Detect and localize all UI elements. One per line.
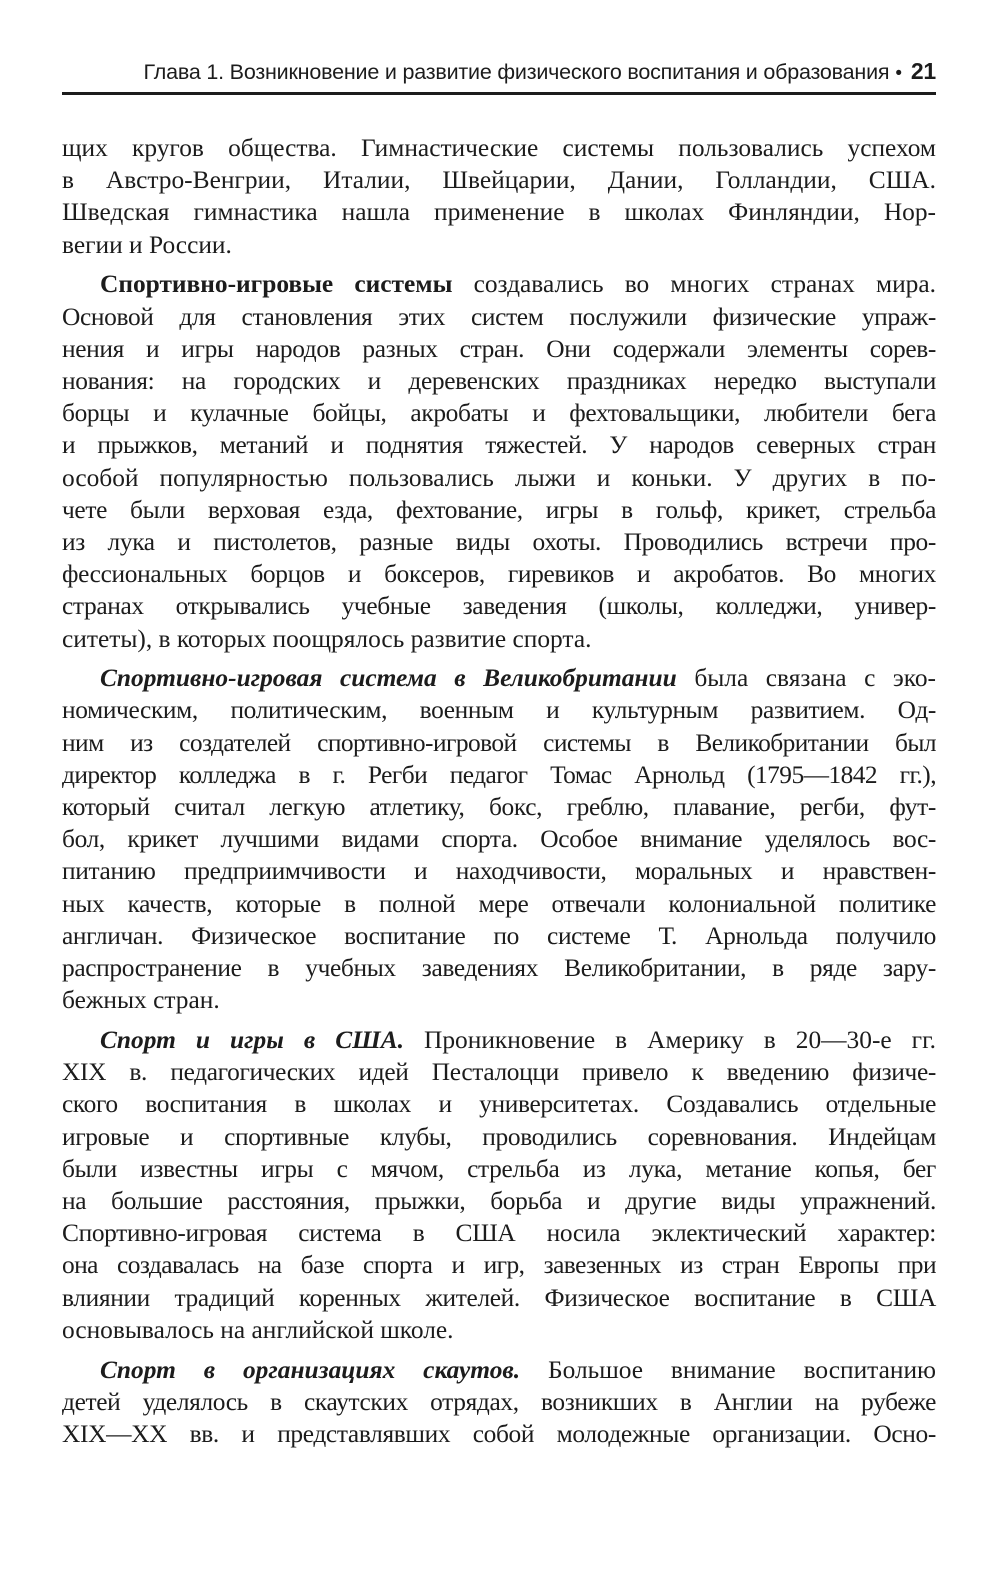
paragraph-usa bbox=[62, 1024, 936, 1346]
text-line: борцы и кулачные бойцы, акробаты и фехтовальщики, любители бега bbox=[62, 399, 936, 428]
text-line: распространение в учебных заведениях Великобритании, в ряде зару- bbox=[62, 954, 936, 983]
text-line: чете были верховая езда, фехтование, игры в гольф, крикет, стрельба bbox=[62, 495, 936, 524]
text-line: ных качеств, которые в полной мере отвечали колониальной политике bbox=[62, 889, 936, 918]
text-line: Спорт и игры в США. Проникновение в Америку в 20—30-е гг. bbox=[100, 1025, 936, 1054]
term-scouts: Спорт в организациях скаутов. bbox=[100, 1355, 521, 1384]
paragraph-great-britain bbox=[62, 662, 936, 1016]
paragraph-gymnastics-continuation bbox=[62, 132, 936, 261]
text-line: ситеты), в которых поощрялось развитие спорта. bbox=[62, 624, 592, 653]
running-header bbox=[62, 54, 936, 95]
text-line: игровые и спортивные клубы, проводились соревнования. Индейцам bbox=[62, 1122, 936, 1151]
text-line: щих кругов общества. Гимнастические системы пользовались успехом bbox=[62, 134, 936, 162]
text-line: питанию предприимчивости и находчивости, моральных и нравствен- bbox=[62, 857, 936, 886]
text-line: бежных стран. bbox=[62, 986, 220, 1015]
term-great-britain: Спортивно-игровая система в Великобритании bbox=[100, 664, 677, 693]
text-line: англичан. Физическое воспитание по системе Т. Арнольда получило bbox=[62, 921, 936, 950]
text-line: и прыжков, метаний и поднятия тяжестей. У народов северных стран bbox=[62, 431, 936, 460]
text-line: ского воспитания в школах и университетах. Создавались отдельные bbox=[62, 1090, 936, 1119]
text-line: директор колледжа в г. Регби педагог Томас Арнольд (1795—1842 гг.), bbox=[62, 760, 936, 789]
text-line: Спорт в организациях скаутов. Большое внимание воспитанию bbox=[100, 1355, 936, 1384]
body-text bbox=[62, 132, 936, 1450]
term-usa: Спорт и игры в США. bbox=[100, 1025, 405, 1054]
text-line: фессиональных борцов и боксеров, гиревиков и акробатов. Во многих bbox=[62, 560, 936, 589]
paragraph-scouts bbox=[62, 1354, 936, 1451]
text-line: Основой для становления этих систем послужили физические упраж- bbox=[62, 302, 936, 331]
text-line: вегии и России. bbox=[62, 230, 232, 259]
page-number: 21 bbox=[910, 58, 936, 84]
text-line: на большие расстояния, прыжки, борьба и другие виды упражнений. bbox=[62, 1187, 936, 1215]
text-line: особой популярностью пользовались лыжи и коньки. У других в по- bbox=[62, 463, 936, 492]
text-line: она создавалась на базе спорта и игр, завезенных из стран Европы при bbox=[62, 1251, 936, 1280]
text-line: нования: на городских и деревенских праздниках нередко выступали bbox=[62, 366, 936, 395]
text-line: основывалось на английской школе. bbox=[62, 1315, 454, 1344]
paragraph-sport-game-systems bbox=[62, 268, 936, 654]
text-line: детей уделялось в скаутских отрядах, возникших в Англии на рубеже bbox=[62, 1387, 936, 1416]
text-line: Спортивно-игровые системы создавались во многих странах мира. bbox=[100, 270, 936, 299]
text-line: странах открывались учебные заведения (школы, колледжи, универ- bbox=[62, 592, 936, 621]
text-line: XIX в. педагогических идей Песталоцци привело к введению физиче- bbox=[62, 1058, 936, 1087]
term-sport-game-systems: Спортивно-игровые системы bbox=[100, 270, 453, 299]
text-line: Спортивно-игровая система в США носила эклектический характер: bbox=[62, 1219, 936, 1248]
text-line: влиянии традиций коренных жителей. Физическое воспитание в США bbox=[62, 1283, 936, 1312]
text-line: были известны игры с мячом, стрельба из лука, метание копья, бег bbox=[62, 1154, 936, 1183]
text-line: номическим, политическим, военным и культурным развитием. Од- bbox=[62, 696, 936, 725]
text-line: Шведская гимнастика нашла применение в школах Финляндии, Нор- bbox=[62, 198, 936, 227]
bullet-separator: • bbox=[895, 63, 902, 84]
text-line: XIX—XX вв. и представлявших собой молодежные организации. Осно- bbox=[62, 1419, 936, 1448]
book-page bbox=[62, 54, 936, 1450]
running-title: Глава 1. Возникновение и развитие физического воспитания и образования bbox=[143, 60, 890, 84]
text-line: из лука и пистолетов, разные виды охоты. Проводились встречи про- bbox=[62, 527, 936, 556]
text-line: в Австро-Венгрии, Италии, Швейцарии, Дании, Голландии, США. bbox=[62, 166, 936, 195]
text-line: ним из создателей спортивно-игровой системы в Великобритании был bbox=[62, 728, 936, 757]
text-line: который считал легкую атлетику, бокс, греблю, плавание, регби, фут- bbox=[62, 793, 936, 822]
text-line: Спортивно-игровая система в Великобритании была связана с эко- bbox=[100, 664, 936, 693]
text-line: бол, крикет лучшими видами спорта. Особое внимание уделялось вос- bbox=[62, 825, 936, 854]
text-line: нения и игры народов разных стран. Они содержали элементы сорев- bbox=[62, 334, 936, 363]
